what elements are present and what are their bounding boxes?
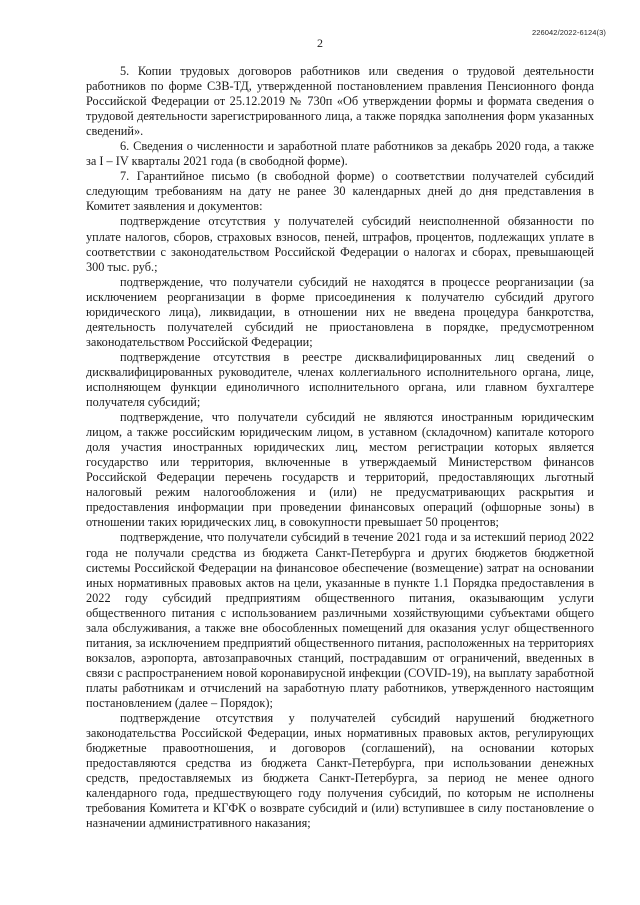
requirement-no-budget-violations: подтверждение отсутствия у получателей субсидий нарушений бюджетного законодательства Российской Федерации, иных нормативных правовых актов, регулирующих бюджетные правоотношения, и договоров (соглашений), на основании которых предоставляются средства из бюджета Санкт-Петербурга, при использовании денежных средств, предоставляемых из бюджета Санкт-Петербурга, за период не менее одного календарного года, предшествующего году получения субсидий, по которым не исполнены требования Комитета и КГФК о возврате субсидий и (или) вступившее в силу постановление о назначении административного наказания; [86,711,594,831]
paragraph-item-5: 5. Копии трудовых договоров работников или сведения о трудовой деятельности работников по форме СЗВ-ТД, утвержденной постановлением правления Пенсионного фонда Российской Федерации от 25.12.2019 № 730п «Об утверждении формы и формата сведения о трудовой деятельности зарегистрированного лица, а также порядка заполнения форм указанных сведений». [86,64,594,139]
document-registration-number: 226042/2022-6124(3) [531,28,606,37]
requirement-disqualified-persons: подтверждение отсутствия в реестре дисквалифицированных лиц сведений о дисквалифицированных руководителе, членах коллегиального исполнительного органа, лице, исполняющем функции единоличного исполнительного органа, или главном бухгалтере получателя субсидий; [86,349,594,410]
paragraph-item-6: 6. Сведения о численности и заработной плате работников за декабрь 2020 года, а также за I – IV кварталы 2021 года (в свободной форме). [86,139,594,169]
paragraph-item-7: 7. Гарантийное письмо (в свободной форме) о соответствии получателей субсидий следующим требованиям на дату не ранее 30 календарных дней до дня представления в Комитет заявления и документов: [86,169,594,214]
requirement-tax-debt: подтверждение отсутствия у получателей субсидий неисполненной обязанности по уплате налогов, сборов, страховых взносов, пеней, штрафов, процентов, подлежащих уплате в соответствии с законодательством Российской Федерации о налогах и сборах, превышающей 300 тыс. руб.; [86,214,594,274]
document-body [86,64,594,831]
page-number: 2 [317,36,323,50]
requirement-no-reorganization: подтверждение, что получатели субсидий не находятся в процессе реорганизации (за исключением реорганизации в форме присоединения к получателю субсидий другого юридического лица), ликвидации, в отношении них не введена процедура банкротства, деятельность получателей субсидий не приостановлена в порядке, предусмотренном законодательством Российской Федерации; [86,274,594,349]
requirement-not-foreign-entity: подтверждение, что получатели субсидий не являются иностранным юридическим лицом, а также российским юридическим лицом, в уставном (складочном) капитале которого доля участия иностранных юридических лиц, местом регистрации которых является государство или территория, включенные в утверждаемый Министерством финансов Российской Федерации перечень государств и территорий, предоставляющих льготный налоговый режим налогообложения и (или) не предусматривающих раскрытия и предоставления информации при проведении финансовых операций (офшорные зоны) в отношении таких юридических лиц, в совокупности превышает 50 процентов; [86,410,594,530]
requirement-no-other-budget-funds: подтверждение, что получатели субсидий в течение 2021 года и за истекший период 2022 года не получали средства из бюджета Санкт-Петербурга и других бюджетов бюджетной системы Российской Федерации на финансовое обеспечение (возмещение) затрат на основании иных нормативных правовых актов на цели, указанные в пункте 1.1 Порядка предоставления в 2022 году субсидий предприятиям общественного питания, оказывающим услуги общественного питания с использованием различными хозяйствующими субъектами общего зала обслуживания, а также вне обособленных помещений для оказания услуг общественного питания, за исключением предприятий общественного питания, расположенных на территориях вокзалов, аэропорта, автозаправочных станций, пострадавшим от ограничений, введенных в связи с распространением новой коронавирусной инфекции (COVID-19), на выплату заработной платы работникам и отчислений на заработную плату работников, утвержденного настоящим постановлением (далее – Порядок); [86,530,594,710]
